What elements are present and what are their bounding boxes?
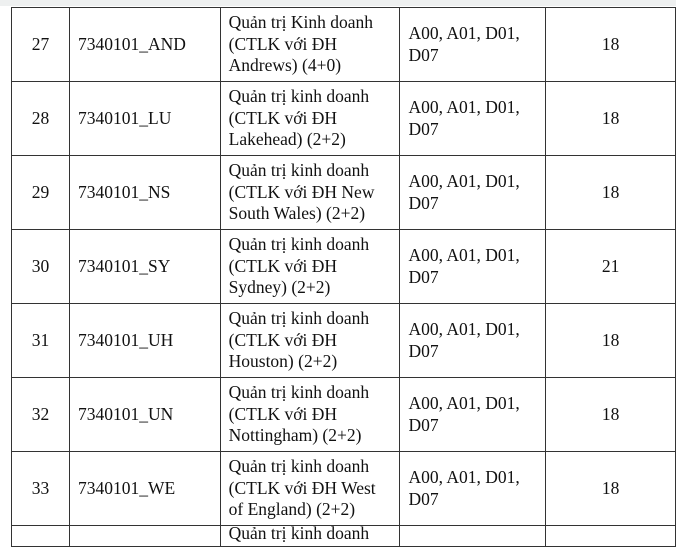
subject-combinations bbox=[400, 452, 546, 526]
combination-line: A00, A01, D01, bbox=[408, 23, 520, 43]
combination-line: D07 bbox=[408, 192, 439, 213]
program-name bbox=[220, 8, 400, 82]
program-code: 7340101_LU bbox=[70, 82, 221, 156]
table-row bbox=[12, 8, 676, 82]
admission-table bbox=[11, 7, 676, 547]
table-row bbox=[12, 304, 676, 378]
program-name-line: Quản trị kinh doanh bbox=[228, 456, 370, 477]
table-row bbox=[12, 230, 676, 304]
combination-line: A00, A01, D01, bbox=[408, 245, 520, 265]
combination-line: A00, A01, D01, bbox=[408, 467, 520, 487]
combination-line: A00, A01, D01, bbox=[408, 319, 520, 339]
row-number: 27 bbox=[12, 8, 70, 82]
cutoff-score: 18 bbox=[546, 8, 676, 82]
combination-line: A00, A01, D01, bbox=[408, 97, 520, 117]
program-name-line: (CTLK với ĐH bbox=[228, 329, 338, 350]
program-name-line: Quản trị kinh doanh bbox=[228, 86, 370, 107]
program-name-line: Quản trị Kinh doanh bbox=[228, 12, 373, 33]
program-name-line: (CTLK với ĐH bbox=[228, 255, 338, 276]
program-name-line: Quản trị kinh doanh bbox=[228, 308, 370, 329]
row-number: 28 bbox=[12, 82, 70, 156]
cutoff-score: 18 bbox=[546, 82, 676, 156]
combination-line: D07 bbox=[408, 414, 439, 435]
program-name-line: Andrews) (4+0) bbox=[228, 55, 342, 76]
program-code: 7340101_UH bbox=[70, 304, 221, 378]
program-code: 7340101_AND bbox=[70, 8, 221, 82]
row-number: 31 bbox=[12, 304, 70, 378]
table-row bbox=[12, 452, 676, 526]
program-name-line: (CTLK với ĐH New bbox=[228, 181, 375, 202]
table-body bbox=[12, 8, 676, 547]
subject-combinations bbox=[400, 304, 546, 378]
program-name-line: (CTLK với ĐH bbox=[228, 107, 338, 128]
program-name-line: Quản trị kinh doanh bbox=[228, 234, 370, 255]
combination-line: A00, A01, D01, bbox=[408, 393, 520, 413]
subject-combinations bbox=[400, 156, 546, 230]
table-row-partial bbox=[12, 526, 676, 547]
combination-line: D07 bbox=[408, 44, 439, 65]
program-name-line: Lakehead) (2+2) bbox=[228, 129, 346, 150]
program-code: 7340101_NS bbox=[70, 156, 221, 230]
subject-combinations bbox=[400, 82, 546, 156]
row-number: 29 bbox=[12, 156, 70, 230]
program-name-line: of England) (2+2) bbox=[228, 499, 356, 520]
cutoff-score: 18 bbox=[546, 304, 676, 378]
program-code: 7340101_WE bbox=[70, 452, 221, 526]
table-row bbox=[12, 156, 676, 230]
combination-line: A00, A01, D01, bbox=[408, 171, 520, 191]
partial-cell bbox=[70, 526, 221, 547]
page-top-band bbox=[0, 0, 676, 6]
program-name-line: South Wales) (2+2) bbox=[228, 203, 366, 224]
program-name-line: Quản trị kinh doanh bbox=[228, 382, 370, 403]
combination-line: D07 bbox=[408, 488, 439, 509]
program-name-line: Houston) (2+2) bbox=[228, 351, 338, 372]
table-row bbox=[12, 82, 676, 156]
program-code: 7340101_SY bbox=[70, 230, 221, 304]
row-number: 30 bbox=[12, 230, 70, 304]
row-number: 33 bbox=[12, 452, 70, 526]
program-name bbox=[220, 304, 400, 378]
program-name bbox=[220, 156, 400, 230]
partial-cell bbox=[12, 526, 70, 547]
program-name-line: Quản trị kinh doanh bbox=[228, 160, 370, 181]
program-name bbox=[220, 82, 400, 156]
table-row bbox=[12, 378, 676, 452]
combination-line: D07 bbox=[408, 340, 439, 361]
program-name-line: Nottingham) (2+2) bbox=[228, 425, 362, 446]
program-name-line: (CTLK với ĐH bbox=[228, 403, 338, 424]
row-number: 32 bbox=[12, 378, 70, 452]
combination-line: D07 bbox=[408, 118, 439, 139]
partial-cell bbox=[220, 523, 400, 547]
cutoff-score: 21 bbox=[546, 230, 676, 304]
cutoff-score: 18 bbox=[546, 452, 676, 526]
combination-line: D07 bbox=[408, 266, 439, 287]
subject-combinations bbox=[400, 8, 546, 82]
program-name-line: Sydney) (2+2) bbox=[228, 277, 331, 298]
subject-combinations bbox=[400, 378, 546, 452]
program-name-line: (CTLK với ĐH bbox=[228, 33, 338, 54]
partial-cell bbox=[400, 526, 546, 547]
program-name bbox=[220, 230, 400, 304]
partial-cell bbox=[546, 526, 676, 547]
cutoff-score: 18 bbox=[546, 156, 676, 230]
program-name bbox=[220, 378, 400, 452]
program-name-line: (CTLK với ĐH West bbox=[228, 477, 376, 498]
cutoff-score: 18 bbox=[546, 378, 676, 452]
program-name-line: Quản trị kinh doanh bbox=[228, 523, 370, 543]
program-name bbox=[220, 452, 400, 526]
subject-combinations bbox=[400, 230, 546, 304]
program-code: 7340101_UN bbox=[70, 378, 221, 452]
